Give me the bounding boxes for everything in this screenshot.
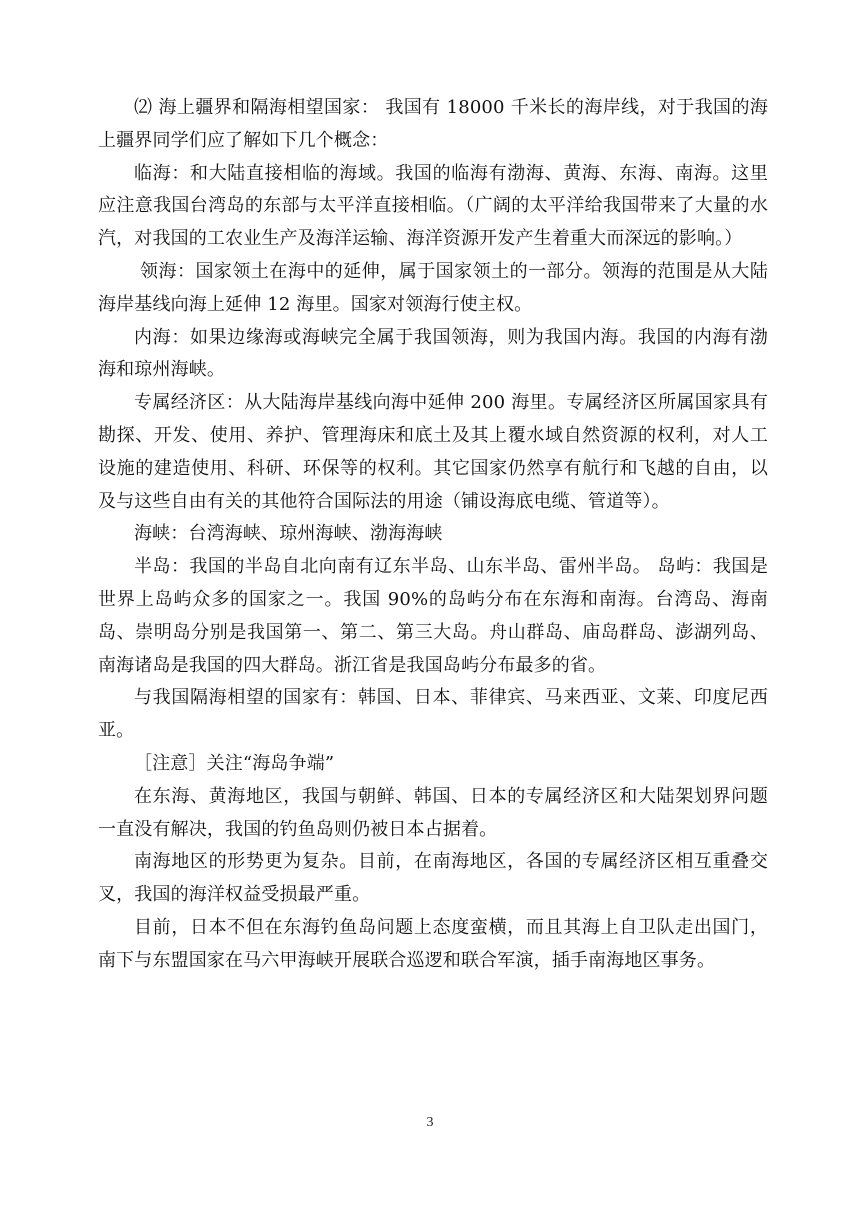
paragraph-neighboring-countries: 与我国隔海相望的国家有：韩国、日本、菲律宾、马来西亚、文莱、印度尼西亚。 xyxy=(98,687,768,742)
paragraph-peninsulas-islands: 半岛：我国的半岛自北向南有辽东半岛、山东半岛、雷州半岛。 岛屿：我国是世界上岛屿众多的国家之一。我国 90%的岛屿分布在东海和南海。台湾岛、海南岛、崇明岛分别是我国第一、第二、第三大岛。舟山群岛、庙岛群岛、澎湖列岛、南海诸岛是我国的四大群岛。浙江省是我国岛屿分布最多的省。 xyxy=(98,556,768,676)
page-number: 3 xyxy=(426,1115,434,1130)
paragraph-exclusive-economic-zone: 专属经济区：从大陆海岸基线向海中延伸 200 海里。专属经济区所属国家具有勘探、开发、使用、养护、管理海床和底土及其上覆水域自然资源的权利，对人工设施的建造使用、科研、环保等的权利。其它国家仍然享有航行和飞越的自由，以及与这些自由有关的其他符合国际法的用途（铺设海底电缆、管道等）。 xyxy=(98,392,768,512)
paragraph-east-yellow-sea: 在东海、黄海地区，我国与朝鲜、韩国、日本的专属经济区和大陆架划界问题一直没有解决，我国的钓鱼岛则仍被日本占据着。 xyxy=(98,785,768,840)
paragraph-south-china-sea: 南海地区的形势更为复杂。目前，在南海地区，各国的专属经济区相互重叠交叉，我国的海洋权益受损最严重。 xyxy=(98,851,768,906)
paragraph-straits: 海峡：台湾海峡、琼州海峡、渤海海峡 xyxy=(134,523,443,545)
paragraph-marginal-seas: 临海：和大陆直接相临的海域。我国的临海有渤海、黄海、东海、南海。这里应注意我国台湾岛的东部与太平洋直接相临。（广阔的太平洋给我国带来了大量的水汽，对我国的工农业生产及海洋运输、海洋资源开发产生着重大而深远的影响。） xyxy=(98,162,768,250)
paragraph-internal-sea: 内海：如果边缘海或海峡完全属于我国领海，则为我国内海。我国的内海有渤海和琼州海峡。 xyxy=(98,326,768,381)
document-body xyxy=(98,92,768,978)
paragraph-maritime-frontier-intro: ⑵ 海上疆界和隔海相望国家： 我国有 18000 千米长的海岸线，对于我国的海上疆界同学们应了解如下几个概念： xyxy=(98,97,768,151)
paragraph-note-island-disputes: ［注意］关注“海岛争端” xyxy=(134,752,335,774)
paragraph-japan-situation: 目前，日本不但在东海钓鱼岛问题上态度蛮横，而且其海上自卫队走出国门，南下与东盟国家在马六甲海峡开展联合巡逻和联合军演，插手南海地区事务。 xyxy=(98,916,768,971)
paragraph-territorial-sea: 领海：国家领土在海中的延伸，属于国家领土的一部分。领海的范围是从大陆海岸基线向海上延伸 12 海里。国家对领海行使主权。 xyxy=(98,260,768,315)
